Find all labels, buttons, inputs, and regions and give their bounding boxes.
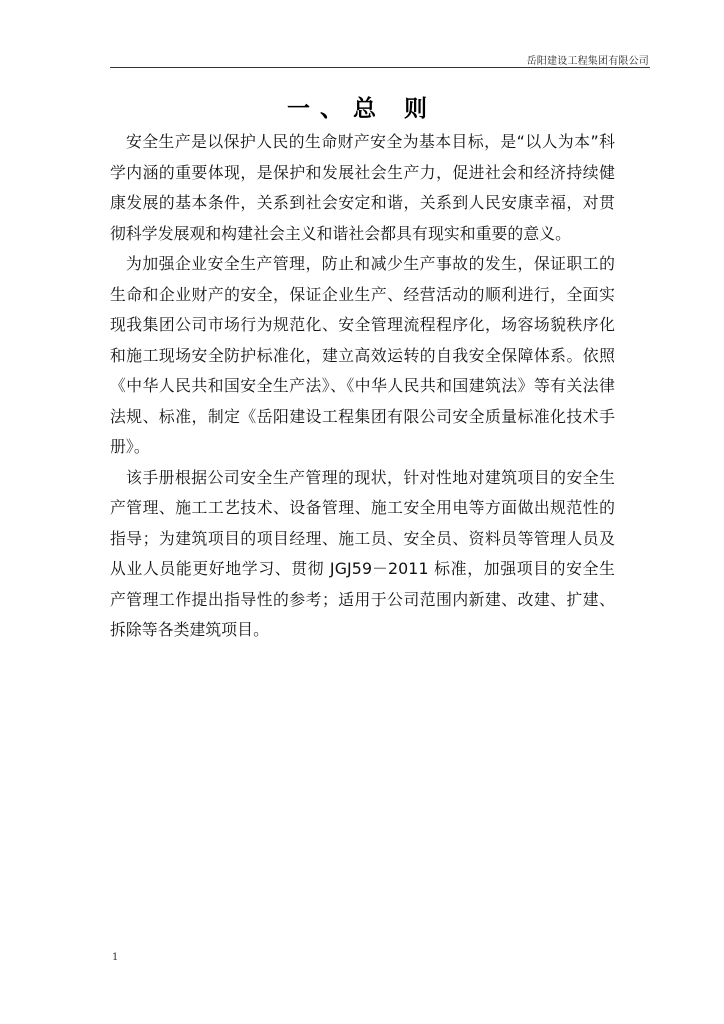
header-divider (110, 67, 650, 68)
paragraph-2: 为加强企业安全生产管理，防止和减少生产事故的发生，保证职工的生命和企业财产的安全，保证企业生产、经营活动的顺利进行，全面实现我集团公司市场行为规范化、安全管理流程程序化，场容场貌秩序化和施工现场安全防护标准化，建立高效运转的自我安全保障体系。依照《中华人民共和国安全生产法》、《中华人民共和国建筑法》等有关法律法规、标准，制定《岳阳建设工程集团有限公司安全质量标准化技术手册》。 (110, 254, 615, 456)
body-text (110, 127, 615, 646)
page-number: 1 (112, 952, 119, 963)
running-header-company: 岳阳建设工程集团有限公司 (526, 56, 649, 67)
paragraph-3: 该手册根据公司安全生产管理的现状，针对性地对建筑项目的安全生产管理、施工工艺技术、设备管理、施工安全用电等方面做出规范性的指导；为建筑项目的项目经理、施工员、安全员、资料员等管理人员及从业人员能更好地学习、贯彻 JGJ59－2011 标准，加强项目的安全生产管理工作提出指导性的参考；适用于公司范围内新建、改建、扩建、拆除等各类建筑项目。 (110, 467, 615, 639)
section-title: 一、总 则 (286, 96, 437, 122)
paragraph-1: 安全生产是以保护人民的生命财产安全为基本目标，是“以人为本”科学内涵的重要体现，是保护和发展社会生产力，促进社会和经济持续健康发展的基本条件，关系到社会安定和谐，关系到人民安康幸福，对贯彻科学发展观和构建社会主义和谐社会都具有现实和重要的意义。 (110, 132, 615, 243)
